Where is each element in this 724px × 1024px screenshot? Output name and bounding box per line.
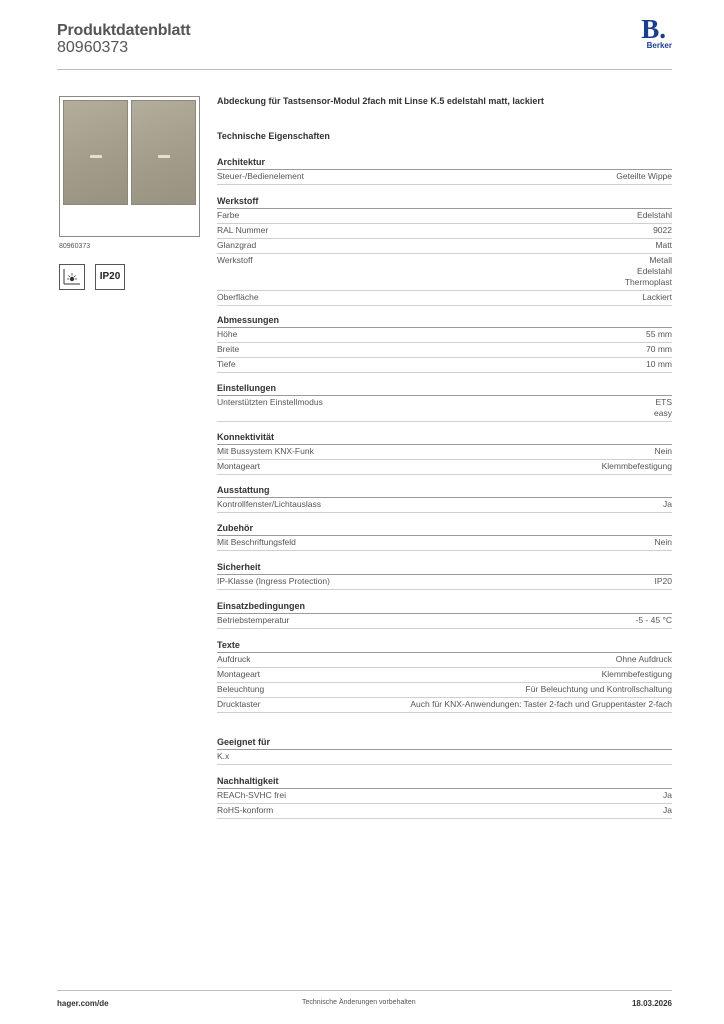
page-header <box>57 14 672 70</box>
spec-value: 9022 <box>653 225 672 235</box>
spec-row <box>217 653 672 668</box>
spec-value: -5 - 45 °C <box>635 615 672 625</box>
spec-value: Ohne Aufdruck <box>615 654 672 664</box>
spec-row <box>217 328 672 343</box>
spec-value: Edelstahl <box>637 210 672 220</box>
spec-key: Beleuchtung <box>217 684 265 694</box>
document-title: Produktdatenblatt <box>57 22 191 39</box>
spec-row <box>217 291 672 306</box>
spec-section-title: Abmessungen <box>217 314 672 328</box>
logo-mark: B. <box>641 14 666 44</box>
spec-value: Nein <box>654 446 672 456</box>
spec-section <box>217 314 672 373</box>
spec-row <box>217 343 672 358</box>
spec-value: Ja <box>663 499 672 509</box>
footer-date: 18.03.2026 <box>631 999 672 1008</box>
product-image <box>59 96 200 237</box>
spec-section-title: Einsatzbedingungen <box>217 600 672 614</box>
spec-section-title: Konnektivität <box>217 431 672 445</box>
spec-row <box>217 209 672 224</box>
spec-key: Montageart <box>217 669 260 679</box>
spec-section <box>217 522 672 551</box>
spec-value: 70 mm <box>646 344 672 354</box>
spec-value: 55 mm <box>646 329 672 339</box>
spec-section <box>217 561 672 590</box>
spec-key: K.x <box>217 751 230 761</box>
document-number: 80960373 <box>57 39 129 56</box>
spec-section <box>217 195 672 306</box>
spec-section-title: Sicherheit <box>217 561 672 575</box>
spec-section-title: Ausstattung <box>217 484 672 498</box>
spec-key: Tiefe <box>217 359 236 369</box>
spec-value: IP20 <box>654 576 672 586</box>
ip-rating-badge: IP20 <box>95 264 125 290</box>
spec-section-title: Geeignet für <box>217 736 672 750</box>
spec-value: Klemmbefestigung <box>601 669 672 679</box>
spec-key: Mit Beschriftungsfeld <box>217 537 296 547</box>
spec-value: Nein <box>654 537 672 547</box>
spec-key: Glanzgrad <box>217 240 257 250</box>
spec-section <box>217 736 672 765</box>
spec-section <box>217 382 672 422</box>
spec-key: Aufdruck <box>217 654 251 664</box>
spec-value: Auch für KNX-Anwendungen: Taster 2-fach und Gruppentaster 2-fach <box>410 699 672 709</box>
spec-row <box>217 460 672 475</box>
light-lens-icon <box>59 264 85 290</box>
spec-row <box>217 498 672 513</box>
spec-key: Betriebstemperatur <box>217 615 290 625</box>
spec-key: RAL Nummer <box>217 225 269 235</box>
spec-row <box>217 698 672 713</box>
berker-logo <box>638 14 672 51</box>
logo-wordmark: Berker <box>646 41 672 50</box>
spec-section-title: Zubehör <box>217 522 672 536</box>
spec-value: Metall Edelstahl Thermoplast <box>624 255 672 287</box>
spec-value: Geteilte Wippe <box>616 171 672 181</box>
spec-key: RoHS-konform <box>217 805 274 815</box>
spec-section-title: Einstellungen <box>217 382 672 396</box>
spec-row <box>217 396 672 422</box>
spec-key: Oberfläche <box>217 292 259 302</box>
spec-section-title: Werkstoff <box>217 195 672 209</box>
spec-value: ETS easy <box>654 397 672 418</box>
spec-section <box>217 639 672 713</box>
spec-section <box>217 431 672 475</box>
spec-section-title: Texte <box>217 639 672 653</box>
spec-value: Für Beleuchtung und Kontrollschaltung <box>525 684 672 694</box>
spec-row <box>217 683 672 698</box>
spec-key: Drucktaster <box>217 699 261 709</box>
page-footer <box>57 990 672 1008</box>
spec-key: Höhe <box>217 329 238 339</box>
spec-section-title: Architektur <box>217 156 672 170</box>
spec-key: Mit Bussystem KNX-Funk <box>217 446 314 456</box>
spec-value: Klemmbefestigung <box>601 461 672 471</box>
image-caption: 80960373 <box>59 243 91 250</box>
spec-key: Breite <box>217 344 240 354</box>
spec-row <box>217 358 672 373</box>
spec-row <box>217 445 672 460</box>
spec-row <box>217 789 672 804</box>
spec-key: Kontrollfenster/Lichtauslass <box>217 499 321 509</box>
spec-key: IP-Klasse (Ingress Protection) <box>217 576 330 586</box>
spec-key: REACh-SVHC frei <box>217 790 286 800</box>
spec-value: Lackiert <box>642 292 672 302</box>
footer-disclaimer: Technische Änderungen vorbehalten <box>302 999 416 1006</box>
rocker-left <box>63 100 128 205</box>
spec-section <box>217 600 672 629</box>
rocker-right <box>131 100 196 205</box>
spec-key: Steuer-/Bedienelement <box>217 171 304 181</box>
technical-properties-heading: Technische Eigenschaften <box>217 131 330 141</box>
spec-row <box>217 239 672 254</box>
product-description: Abdeckung für Tastsensor-Modul 2fach mit Linse K.5 edelstahl matt, lackiert <box>217 96 544 106</box>
spec-row <box>217 614 672 629</box>
spec-row <box>217 536 672 551</box>
spec-row <box>217 254 672 291</box>
spec-key: Farbe <box>217 210 240 220</box>
spec-value: Matt <box>655 240 672 250</box>
spec-section <box>217 775 672 819</box>
lens-left <box>90 155 102 158</box>
spec-value: Ja <box>663 790 672 800</box>
spec-value: 10 mm <box>646 359 672 369</box>
spec-row <box>217 750 672 765</box>
spec-key: Unterstützten Einstellmodus <box>217 397 323 407</box>
spec-row <box>217 575 672 590</box>
footer-website: hager.com/de <box>57 999 109 1008</box>
spec-key: Montageart <box>217 461 260 471</box>
spec-row <box>217 804 672 819</box>
spec-row <box>217 170 672 185</box>
spec-section-title: Nachhaltigkeit <box>217 775 672 789</box>
spec-row <box>217 668 672 683</box>
spec-row <box>217 224 672 239</box>
spec-section <box>217 156 672 185</box>
spec-value: Ja <box>663 805 672 815</box>
lens-right <box>158 155 170 158</box>
spec-key: Werkstoff <box>217 255 253 265</box>
spec-section <box>217 484 672 513</box>
